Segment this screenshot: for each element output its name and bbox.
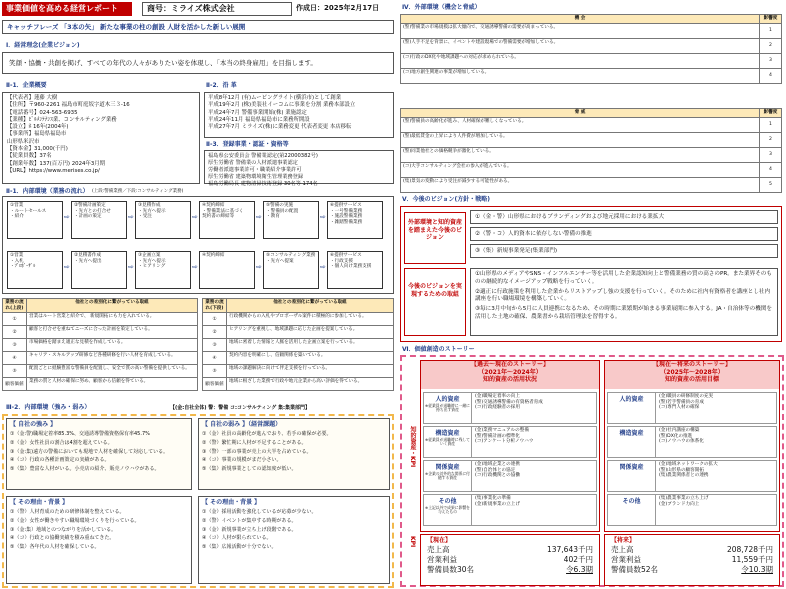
table-row	[203, 313, 394, 326]
box-line: ④（コ）人材が限られている。	[202, 535, 272, 542]
philosophy-body: 笑顔・協働・共創を掲げ、すべての年代の人々がありたい姿を体現し、「本当の終身雇用」を目指します。	[2, 52, 394, 74]
category-desc: ※従業員が退職時に残していく資産	[425, 436, 470, 447]
category-label: 関係資産	[619, 464, 644, 471]
table-cell: 市場価格を踏まえ適正な見積を作成している。	[27, 339, 198, 352]
table-cell: 行政機関からの入札やプロポーザル案件に積極的に参加している。	[227, 313, 394, 326]
category-items: (集)農業事業の立ち上げ (金)ブランド力向上	[659, 496, 709, 507]
section-philosophy-title: Ⅰ．経営理念(企業ビジョン)	[6, 42, 80, 49]
score-cell: 3	[760, 147, 782, 162]
box-line: ④（コ）事業の規模がまだ小さい。	[202, 457, 282, 464]
kpi-value: 令6.3期	[566, 564, 593, 574]
kpi-name: 売上高	[427, 544, 450, 554]
history-line: 平成19年2月 (株)美装社イーコムに事業を分割 業務本部設立	[208, 102, 356, 109]
table-row	[401, 117, 782, 132]
flow-step: ⑥提供サービス ・行政支援 ・個人向け業務支援	[327, 251, 383, 289]
section-flow-subtitle: (上段:警備業務／下段:コンサルティング業務)	[92, 189, 184, 194]
box-line: ②（金）女性が働きやすい職場環境づくりを行っている。	[10, 517, 140, 524]
table-cell: ⑤	[203, 365, 227, 378]
flow-step: ②警備計画策定 ・先方との打合せ ・計画の策定	[71, 201, 127, 239]
category-items: (金)職員の研修制度の充実 (警)若手警備員の育成 (コ)専門人材の確保	[659, 394, 714, 411]
table-cell: 営業はルート営業と紹介で、 新規開拓にも力を入れている。	[27, 313, 198, 326]
history-line: 平成24年11月 福島県福島市に業務所開設	[208, 116, 310, 123]
section-strength-title: Ⅲ-2．内部環境（強み・弱み）	[6, 404, 91, 411]
category-label: 関係資産	[435, 464, 460, 471]
table-cell: ③	[203, 339, 227, 352]
table-header: 他社との差別化に繋がっている取組	[227, 299, 394, 313]
kpi-value: 11,559千円	[731, 554, 773, 564]
box-line: ③（金:集）地域とのつながりを活かしている。	[10, 526, 117, 533]
report-tag: 事業価値を高める経営レポート	[2, 2, 132, 16]
table-row	[203, 339, 394, 352]
past-years: （2021年～2024年）	[478, 368, 542, 376]
kpi-name: 警備員数52名	[611, 564, 659, 574]
category-label: 人的資産	[619, 396, 644, 403]
box-line: ①（警）人材育成のための研修体制を整えている。	[10, 509, 125, 516]
category-name	[608, 461, 656, 491]
overview-line: 【業種】ﾋﾞﾙﾒﾝﾃﾅﾝｽ業、コンサルティング業務	[7, 116, 117, 123]
flow-step: ④契約締結 ・警備業法に基づく 契約書の締結等	[199, 201, 255, 239]
category-items: (金)職場定着率の向上 (警)交通誘導警備の有資格者育成 (コ)行政経験者の採用	[475, 394, 543, 411]
threat-table	[400, 108, 782, 193]
plan-line: ①山形県のメディアやSNS・インフルエンサー等を活用した企業認知向上と警備業務の質の高さのPR。また業界そのものの継続的なイメージアップ戦略を行っていく。	[475, 271, 772, 285]
score-cell: 4	[760, 162, 782, 177]
box-line: ⑤（集）豊富な人材がいる。小売店の紹介、販売ノウハウがある。	[10, 466, 160, 473]
table-cell: (警)同業他社との価格競争が激化している。	[401, 147, 760, 162]
table-cell: (コ)行政のDX化や地域課題への対応が求められている。	[401, 53, 760, 68]
score-cell: 5	[760, 177, 782, 192]
table-row	[203, 378, 394, 391]
box-line: ①（金）採用活動を強化しているが応募が少ない。	[202, 509, 317, 516]
table-row	[3, 378, 198, 391]
table-row	[401, 53, 782, 68]
table-cell: (警)人手不足を背景に、イベントや建設現場での警備需要が増加している。	[401, 38, 760, 53]
company-name: 商号：ミライズ株式会社	[142, 2, 292, 16]
company-history	[204, 92, 394, 138]
score-cell: 2	[760, 38, 782, 53]
license-line: 労働者派遣事業許可・職業紹介事業許可	[208, 167, 302, 174]
plan-line: ②適正に行政施策を利用した企業からリストアップし強の支援を行っていく。そのために社内有資格者を講座とし社内講座を行い職場環境を構築していく。	[475, 288, 771, 303]
box-line: ⑤（集）各年代の人材を確保している。	[10, 544, 100, 551]
strengths	[6, 418, 192, 490]
box-line: ③（金）新規事業が立ち上げ段階である。	[202, 526, 297, 533]
table-cell: 地域に根ざした業務で行政や地元企業から高い評価を得ている。	[227, 378, 394, 391]
vision-items	[470, 210, 778, 261]
overview-line: 【電話番号】024-563-6935	[7, 109, 78, 116]
category-name	[424, 461, 472, 491]
vision-left-label: 外部環境と知的資産を踏まえた今後のビジョン	[404, 212, 466, 264]
table-row	[401, 177, 782, 192]
box-title: 【 その理由・背景 】	[202, 499, 261, 506]
table-cell: (コ)大手コンサルティング会社の参入が進んでいる。	[401, 162, 760, 177]
vision-item: ②（警・コ）人的資本に依存しない警備の推進	[470, 227, 778, 241]
table-row	[3, 352, 198, 365]
table-row	[203, 326, 394, 339]
strength-reasons	[6, 496, 192, 584]
category-name	[608, 427, 656, 457]
score-cell: 1	[760, 117, 782, 132]
history-line: 平成27年7月 ミライズ(株)に業務変更 代表者変更 本店移転	[208, 124, 352, 131]
plan-line: ③毎に3月中旬から5月に人員連携になるため、その時期に業繁期が始まる事業展開に参入する。JA・自治体等の機関を活用した土地の確保、農業書から栽培管理法を習得する。	[475, 306, 772, 321]
future-years: （2025年～2028年）	[660, 368, 724, 376]
table-cell: ②	[3, 326, 27, 339]
table-cell: 配置ごとに経験豊富な警備員を配置し、安全で質の高い警備を提供している。	[27, 365, 198, 378]
table-cell: キャリア・スキルアップ研修など各種研修を行い人材を育成している。	[27, 352, 198, 365]
vision-plan-label: 今後のビジョンを実現するための取組	[404, 268, 466, 336]
history-line: 平成24年7月 警備事業開始(株) 業施認定	[208, 109, 307, 116]
kpi-label: KPI	[409, 536, 416, 548]
category-desc: ※上記以外で成果に影響を与えたもの	[425, 504, 470, 515]
table-cell: ④	[203, 352, 227, 365]
vision-plan	[470, 268, 778, 336]
table-header: 影響度	[760, 109, 782, 118]
kpi-future	[604, 534, 780, 586]
overview-line: 【資本金】31,000(千円)	[7, 146, 68, 153]
vision-item: ①（金・警）山形県におけるブランディングおよび地元採用における業拡大	[470, 210, 778, 224]
section-history-title-visible: Ⅱ-2．沿 革	[206, 82, 237, 89]
box-line: ③（金:集)遠方の警備においても現地で人材を確保して対応している。	[10, 448, 169, 455]
kpi-name: 営業利益	[427, 554, 457, 564]
weakness-reasons	[198, 496, 390, 584]
flow-arrow-icon: ⇨	[192, 263, 198, 271]
weaknesses	[198, 418, 390, 490]
score-cell: 4	[760, 68, 782, 83]
table-row	[401, 23, 782, 38]
flow-arrow-icon: ⇨	[64, 213, 70, 221]
category-label: その他	[438, 498, 457, 505]
future-categories	[607, 392, 777, 528]
box-title: 【 自社の強み 】	[10, 421, 57, 428]
flow-arrow-icon: ⇨	[256, 263, 262, 271]
box-line: ④（コ）行政との協働実績を積み重ねてきた。	[10, 535, 115, 542]
category-name	[424, 427, 472, 457]
table-cell: ②	[203, 326, 227, 339]
kpi-now-label: 【現在】	[427, 537, 452, 544]
table-cell: ④	[3, 352, 27, 365]
table-row	[3, 365, 198, 378]
past-header	[421, 361, 599, 389]
kpi-value: 208,728千円	[726, 544, 773, 554]
vision-item: ③（集）新規事業発足(集業部門)	[470, 244, 778, 258]
kpi-row	[611, 565, 773, 575]
history-line: 平成8年12月 (有)ムービングライト(横浜市)として創業	[208, 95, 342, 101]
kpi-row	[611, 545, 773, 555]
section-vision-title: Ⅴ．今後のビジョン(方針・戦略)	[402, 196, 491, 203]
kpi-name: 売上高	[611, 544, 634, 554]
table-cell: (警)警備業の市場規模は拡大傾向で、交通誘導警備の需要が高まっている。	[401, 23, 760, 38]
license-line: 福島県公安委員会 警備業認定(第22000382号)	[208, 153, 318, 159]
score-cell: 2	[760, 132, 782, 147]
company-overview	[2, 92, 200, 184]
kpi-value: 402千円	[563, 554, 593, 564]
flow-step: ③見積作成 ・先方へ提示 ・受注	[135, 201, 191, 239]
flow-arrow-icon: ⇨	[128, 213, 134, 221]
table-header: 業務の流れ(上段)	[3, 299, 27, 313]
flow-step: ①営業 ・入札 ・ﾌﾟﾛﾎﾟｰｻﾞﾙ	[7, 251, 63, 289]
category-row	[607, 494, 777, 526]
past-sub: 知的資産の活用状況	[482, 376, 537, 383]
kpi-row	[611, 555, 773, 565]
flow-step: ⑤警備の実施 ・警備員の配置 ・教育	[263, 201, 319, 239]
category-row	[423, 392, 597, 424]
flow-step: ④契約締結	[199, 251, 255, 289]
box-line: ②（警）繁忙期に人材が不足することがある。	[202, 439, 307, 446]
kpi-value: 令10.3期	[741, 564, 773, 574]
score-cell: 3	[760, 53, 782, 68]
flow-arrow-icon: ⇨	[192, 213, 198, 221]
table-cell: 顧客価値	[203, 378, 227, 391]
table-header: 他社との差別化に繋がっている取組	[27, 299, 198, 313]
category-items: (金)社内講座の構築 (警)DX化の推進 (コ)ノウハウの体系化	[659, 428, 704, 445]
table-header: 脅 威	[401, 109, 760, 118]
past-categories	[423, 392, 597, 528]
overview-line: 【URL】https://www.merises.co.jp/	[7, 167, 100, 174]
table-header: 業務の流れ(下段)	[203, 299, 227, 313]
flow-step: ①営業 ・ルートセールス ・紹介	[7, 201, 63, 239]
table-row	[401, 38, 782, 53]
table-cell: (警)警備員の高齢化が進み、人材確保が難しくなっている。	[401, 117, 760, 132]
table-cell: 地域に密着した情報と人脈を活用した企画立案を行っている。	[227, 339, 394, 352]
flow-step: ⑥提供サービス ・一号警備業務 ・施設警備業務 ・雑踏警備業務	[327, 201, 383, 239]
box-line: ①（金）社員の高齢化が進んでおり、若手の確保が必要。	[202, 431, 332, 438]
category-items: (金)地域企業との連携 (警)自治体との協定 (コ)行政機関との協働	[475, 462, 520, 479]
category-label: その他	[622, 498, 641, 505]
category-row	[423, 494, 597, 526]
category-label: 構造資産	[435, 430, 460, 437]
table-cell: ③	[3, 339, 27, 352]
kpi-row	[427, 545, 593, 555]
kpi-now	[420, 534, 600, 586]
category-desc: ※企業の対外的な関係に付随する資産	[425, 470, 470, 481]
category-items: (金)業務マニュアルの整備 (警)警備計画の標準化 (コ)アンケート分析ノウハウ	[475, 428, 534, 445]
box-line: ④（コ）行政の各種計画策定の実績がある。	[10, 457, 110, 464]
table-header: 影響度	[760, 15, 782, 24]
box-line: ⑤（集）広報活動が十分でない。	[202, 544, 277, 551]
table-row	[3, 339, 198, 352]
box-line: ①（金:警)職場定着率85.3%、交通誘導警備資格保有率45.7%	[10, 431, 150, 438]
flow-step: ③企画立案 ・先方へ提示 ・ヒアリング	[135, 251, 191, 289]
category-name	[608, 495, 656, 525]
flow-arrow-icon: ⇨	[256, 213, 262, 221]
opportunity-table	[400, 14, 782, 84]
section-story-title: Ⅵ．価値創造のストーリー	[402, 346, 475, 353]
section-license-title: Ⅱ-3．登録事業・認証・資格等	[206, 141, 289, 148]
table-row	[203, 352, 394, 365]
category-row	[607, 392, 777, 424]
license-line: 厚生労働省 建築物環境衛生管理業務登録	[208, 174, 304, 181]
score-cell: 1	[760, 23, 782, 38]
table-cell: (コ)地方創生関連の事業が増加している。	[401, 68, 760, 83]
table-cell: 契約内容を明確にし、信頼関係を築いている。	[227, 352, 394, 365]
box-line: ②（金）女性社員の割合は4割を超えている。	[10, 439, 113, 446]
table-cell: 顧客価値	[3, 378, 27, 391]
category-items: (集)事業化の準備 (金)新規事業の立上げ	[475, 496, 520, 507]
section-overview-title: Ⅱ-1．企業概要	[6, 82, 47, 89]
flow-table-bottom	[202, 298, 394, 391]
box-line: ③（警）一部の事業が売上の大半を占めている。	[202, 448, 312, 455]
overview-line: 【住所】〒960-2261 福島市町庭坂字道木三３-16	[7, 102, 130, 109]
overview-line: 山形県米沢市	[7, 138, 40, 145]
box-title: 【 自社の弱み 】（経営課題）	[202, 421, 282, 428]
flow-arrow-icon: ⇨	[320, 263, 326, 271]
section-flow-title: Ⅱ-1．内部環境（業務の流れ）	[6, 188, 89, 195]
box-title: 【 その理由・背景 】	[10, 499, 69, 506]
overview-line: 【創業年数】137(百万円) 2024年3月期	[7, 160, 106, 167]
table-row	[401, 68, 782, 83]
licenses	[204, 150, 394, 188]
table-row	[3, 313, 198, 326]
table-cell: ヒアリングを重視し、地域課題に応じた企画を提案している。	[227, 326, 394, 339]
kpi-fut-label: 【将来】	[611, 537, 636, 544]
flow-step: ⑤コンサルティング業務 ・先方へ提案	[263, 251, 319, 289]
category-label: 構造資産	[619, 430, 644, 437]
flow-arrow-icon: ⇨	[320, 213, 326, 221]
section-external-title: Ⅳ．外部環境（機会と脅威）	[402, 4, 481, 11]
table-cell: 地域の課題解決に向けて伴走支援を行っている。	[227, 365, 394, 378]
future-head-text: 【現在～将来のストーリー】	[652, 361, 731, 368]
table-row	[401, 162, 782, 177]
category-desc: ※従業員が退職時に一緒に持ち出す資産	[425, 402, 470, 413]
table-row	[203, 365, 394, 378]
flow-step: ②見積書作成 ・先方へ提出	[71, 251, 127, 289]
category-label: 人的資産	[435, 396, 460, 403]
report-date: 作成日：2025年2月17日	[296, 4, 380, 12]
kpi-name: 警備員数30名	[427, 564, 475, 574]
kpi-row	[427, 565, 593, 575]
overview-line: 【代表者】蓮藤 大樹	[7, 95, 58, 101]
table-cell: (警)最低賃金の上昇により人件費が増加している。	[401, 132, 760, 147]
table-cell: (集)景気の変動により受注が減少する可能性がある。	[401, 177, 760, 192]
table-cell: ①	[3, 313, 27, 326]
category-row	[607, 426, 777, 458]
past-head-text: 【過去～現在のストーリー】	[470, 361, 549, 368]
license-line: 厚生労働省 警備業の人材派遣事業認定	[208, 160, 298, 167]
flow-arrow-icon: ⇨	[128, 263, 134, 271]
box-line: ⑤（集）新規事業としての認知度が低い。	[202, 466, 297, 473]
catch-phrase: キャッチフレーズ 「3本の矢」 新たな事業の柱の創設 人財を活かした新しい展開	[2, 20, 394, 34]
category-name	[608, 393, 656, 423]
table-row	[3, 326, 198, 339]
box-line: ②（警）イベントが集中する時期がある。	[202, 517, 297, 524]
future-header	[605, 361, 779, 389]
table-cell: 業務の質と人材の確保に努め、顧客から信頼を得ている。	[27, 378, 198, 391]
category-row	[423, 460, 597, 492]
overview-line: 【従業員数】37名	[7, 153, 52, 160]
division-legend: 【(金:自社全体) 警：警備 コ:コンサルティング 集:集業部門】	[170, 405, 311, 411]
table-cell: ⑤	[3, 365, 27, 378]
license-line: 福島労働局長 建物清掃技術登録 30名等 174名	[208, 181, 318, 188]
category-name	[424, 393, 472, 423]
table-header: 機 会	[401, 15, 760, 24]
category-row	[607, 460, 777, 492]
kpi-value: 137,643千円	[546, 544, 593, 554]
table-cell: ①	[203, 313, 227, 326]
future-sub: 知的資産の活用目標	[664, 376, 719, 383]
kpi-name: 営業利益	[611, 554, 641, 564]
flow-arrow-icon: ⇨	[64, 263, 70, 271]
business-flow	[2, 196, 394, 294]
kpi-row	[427, 555, 593, 565]
category-row	[423, 426, 597, 458]
overview-line: 【設立】ﾎ 16年(2004年)	[7, 124, 69, 131]
table-cell: 顧客と打合せを重ねてニーズに合った計画を策定している。	[27, 326, 198, 339]
category-items: (金)地域ネットワークの拡大 (警)山形県の顧客開拓 (集)農業関係者との連携	[659, 462, 718, 479]
category-name	[424, 495, 472, 525]
overview-line: 【事業所】福島県福島市	[7, 131, 67, 138]
table-row	[401, 147, 782, 162]
table-row	[401, 132, 782, 147]
flow-table-top	[2, 298, 198, 391]
story-side-label: 知的資産・KPI	[409, 426, 416, 468]
